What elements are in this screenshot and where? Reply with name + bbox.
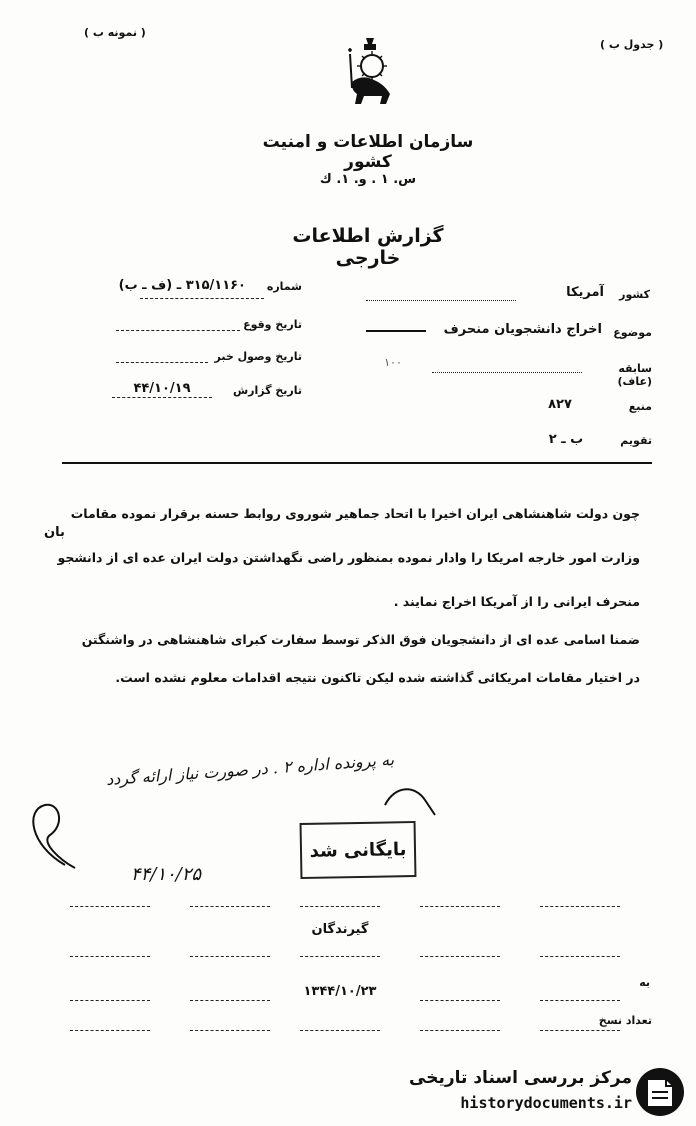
recipient-line-1e bbox=[540, 906, 620, 907]
organization-title: سازمان اطلاعات و امنیت کشور bbox=[262, 132, 474, 172]
received-date-line bbox=[116, 362, 208, 363]
country-field-line bbox=[366, 300, 516, 301]
watermark-url: historydocuments.ir bbox=[460, 1094, 632, 1112]
form-type-label: ( نمونه ب ) bbox=[84, 26, 146, 39]
body-line-1: چون دولت شاهنشاهی ایران اخیرا با اتحاد جماهیر شوروی روابط حسنه برقرار نموده مقامات bbox=[70, 506, 640, 521]
recipient-line-4d bbox=[420, 1030, 500, 1031]
handwritten-mark-icon bbox=[380, 780, 440, 820]
recipient-line-1a bbox=[70, 906, 150, 907]
header-divider bbox=[62, 462, 652, 464]
report-date-value: ۴۴/۱۰/۱۹ bbox=[133, 381, 191, 396]
received-date-label: تاریخ وصول خبر bbox=[214, 350, 302, 363]
country-label: کشور bbox=[619, 288, 650, 301]
department-code: س. ۱ . و. ۱. ك bbox=[319, 172, 417, 187]
recipient-line-3a bbox=[70, 1000, 150, 1001]
table-type-label: ( جدول ب ) bbox=[600, 38, 664, 51]
recipient-line-4b bbox=[190, 1030, 270, 1031]
recipient-line-3b bbox=[190, 1000, 270, 1001]
body-line-2: وزارت امور خارجه امریکا را وادار نموده بمنظور راضی نگهداشتن دولت ایران عده ای از دانشجو bbox=[57, 550, 640, 565]
subject-label: موضوع bbox=[613, 326, 652, 339]
report-date-label: تاریخ گزارش bbox=[232, 384, 302, 397]
watermark-title: مرکز بررسی اسناد تاریخی bbox=[409, 1068, 632, 1088]
source-value: ۸۲۷ bbox=[548, 397, 572, 412]
subject-field-line bbox=[366, 330, 426, 332]
report-date-line bbox=[112, 397, 212, 398]
body-line-4: ضمنا اسامی عده ای از دانشجویان فوق الذکر توسط سفارت کبرای شاهنشاهی در واشنگتن bbox=[81, 632, 640, 647]
background-value: ۱۰۰ bbox=[384, 356, 402, 369]
recipient-line-2b bbox=[190, 956, 270, 957]
country-value: آمریکا bbox=[566, 285, 604, 300]
recipient-line-2a bbox=[70, 956, 150, 957]
evaluation-label: تقویم bbox=[620, 434, 652, 447]
recipient-line-2e bbox=[540, 956, 620, 957]
recipient-line-1b bbox=[190, 906, 270, 907]
evaluation-value: ب ـ ۲ bbox=[548, 432, 584, 447]
number-value: ۳۱۵/۱۱۶۰ ـ (ف ـ ب) bbox=[118, 278, 246, 293]
lion-and-sun-emblem-icon bbox=[342, 36, 398, 108]
number-field-line bbox=[140, 298, 264, 299]
background-field-line bbox=[432, 372, 582, 373]
recipients-label: گیرندگان bbox=[311, 922, 369, 937]
event-date-line bbox=[116, 330, 240, 331]
event-date-label: تاریخ وقوع bbox=[243, 318, 302, 331]
recipient-line-1c bbox=[300, 906, 380, 907]
recipient-line-3d bbox=[540, 1000, 620, 1001]
recipient-line-4c bbox=[300, 1030, 380, 1031]
recipient-line-2c bbox=[300, 956, 380, 957]
recipient-line-3c bbox=[420, 1000, 500, 1001]
to-label: به bbox=[639, 976, 650, 989]
date-stamp: ۱۳۴۴/۱۰/۲۳ bbox=[303, 984, 377, 999]
background-label: سابقه (عاف) bbox=[617, 362, 652, 388]
recipient-line-4e bbox=[540, 1030, 620, 1031]
copies-label: تعداد نسخ bbox=[598, 1014, 652, 1027]
archive-logo-icon bbox=[634, 1064, 686, 1120]
recipient-line-4a bbox=[70, 1030, 150, 1031]
signature-loop-icon bbox=[20, 790, 80, 870]
report-title: گزارش اطلاعات خارجی bbox=[292, 225, 444, 269]
recipient-line-2d bbox=[420, 956, 500, 957]
recipient-line-1d bbox=[420, 906, 500, 907]
handwritten-note: به پرونده اداره ۲ . در صورت نیاز ارائه گردد bbox=[105, 749, 395, 790]
number-label: شماره bbox=[266, 280, 302, 293]
body-line-5: در اختیار مقامات امریکائی گذاشته شده لیکن تاکنون نتیجه اقدامات معلوم نشده است. bbox=[115, 670, 640, 685]
body-line-3: منحرف ایرانی را از آمریکا اخراج نمایند . bbox=[393, 594, 640, 609]
subject-value: اخراج دانشجویان منحرف bbox=[443, 322, 602, 337]
source-label: منبع bbox=[628, 400, 652, 413]
archive-stamp: بایگانی شد bbox=[300, 821, 417, 879]
body-line-1-overwrite: بان bbox=[44, 525, 65, 540]
handwritten-date: ۴۴/۱۰/۲۵ bbox=[130, 864, 202, 885]
